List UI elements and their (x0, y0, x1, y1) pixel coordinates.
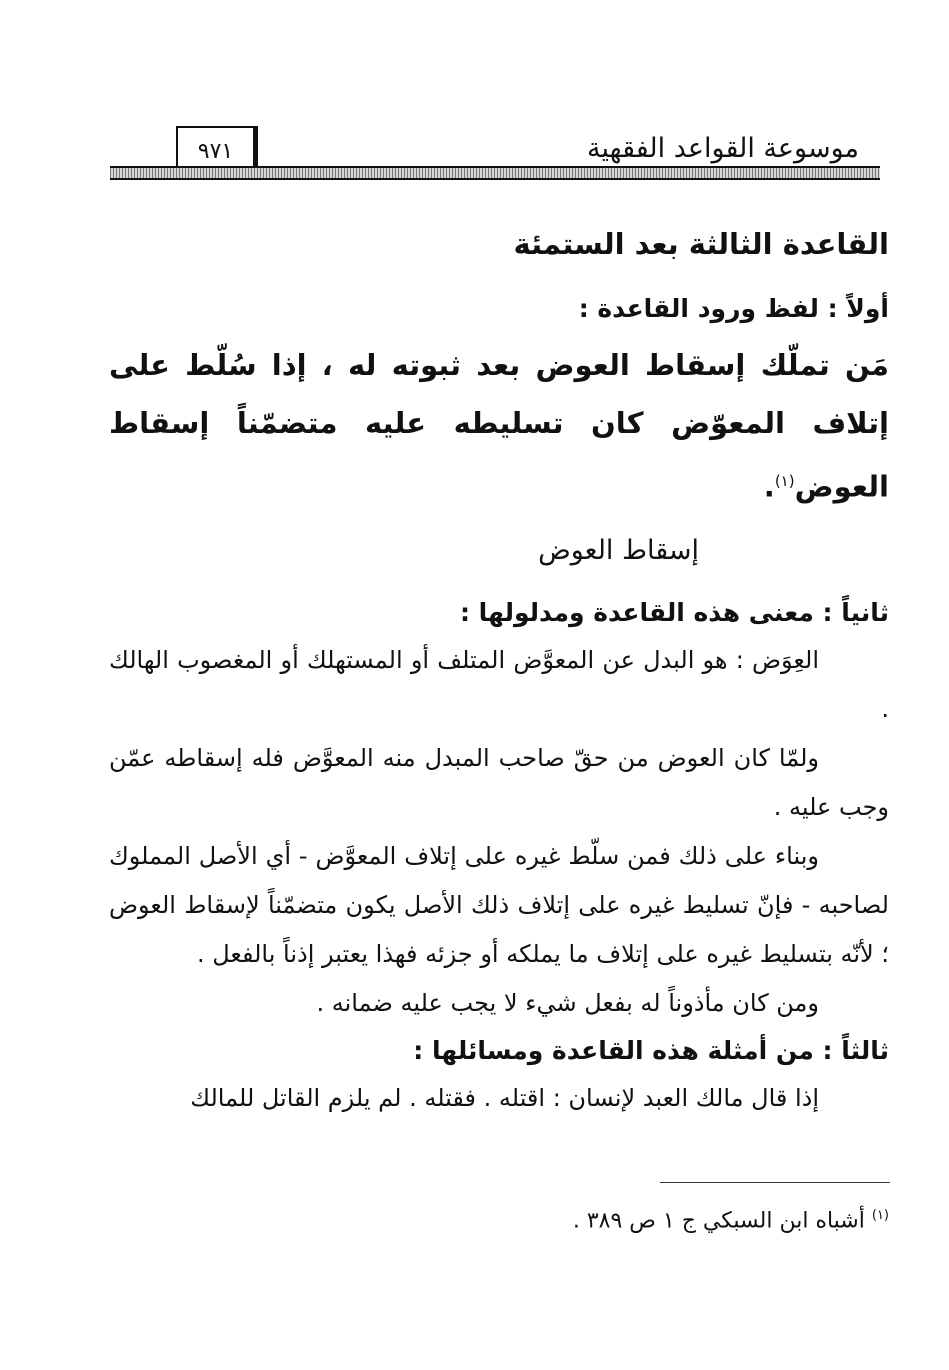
main-text (109, 220, 889, 1123)
wording-heading: أولاً : لفظ ورود القاعدة : (578, 294, 889, 323)
footnote (109, 1196, 889, 1241)
rule-statement-text: مَن تملّك إسقاط العوض بعد ثبوته له ، إذا سُلّط على إتلاف المعوّض كان تسليطه عليه متضمّناً إسقاط العوض (109, 348, 889, 504)
footnote-divider (660, 1182, 890, 1183)
footnote-text: أشباه ابن السبكي ج ١ ص ٣٨٩ . (572, 1208, 865, 1234)
section-label: إسقاط العوض (538, 534, 699, 566)
rule-statement (109, 336, 889, 516)
meaning-paragraph: ومن كان مأذوناً له بفعل شيء لا يجب عليه ضمانه . (316, 988, 819, 1017)
rule-title: القاعدة الثالثة بعد الستمئة (513, 227, 889, 261)
rule-statement-end: . (763, 469, 775, 504)
footnote-marker: (١) (871, 1208, 889, 1223)
example-paragraph: إذا قال مالك العبد لإنسان : اقتله . فقتله . لم يلزم القاتل للمالك (190, 1083, 819, 1112)
footnote-reference: (١) (774, 472, 795, 490)
header-divider (110, 166, 880, 180)
meaning-paragraph: وبناء على ذلك فمن سلّط غيره على إتلاف المعوَّض - أي الأصل المملوك لصاحبه - فإنّ تسليط غيره على إتلاف ذلك الأصل يكون متضمّناً لإسقاط العوض ؛ لأنّه بتسليط غيره على إتلاف ما يملكه أو جزئه فهذا يعتبر إذناً بالفعل . (109, 841, 889, 968)
page-number: ٩٧١ (197, 138, 234, 164)
meaning-paragraph: ولمّا كان العوض من حقّ صاحب المبدل منه المعوَّض فله إسقاطه عمّن وجب عليه . (109, 743, 889, 821)
running-header-title: موسوعة القواعد الفقهية (587, 133, 859, 164)
examples-heading: ثالثاً : من أمثلة هذه القاعدة ومسائلها : (413, 1035, 889, 1065)
meaning-paragraph: العِوَض : هو البدل عن المعوَّض المتلف أو المستهلك أو المغصوب الهالك . (109, 645, 889, 723)
meaning-heading: ثانياً : معنى هذه القاعدة ومدلولها : (459, 597, 889, 627)
